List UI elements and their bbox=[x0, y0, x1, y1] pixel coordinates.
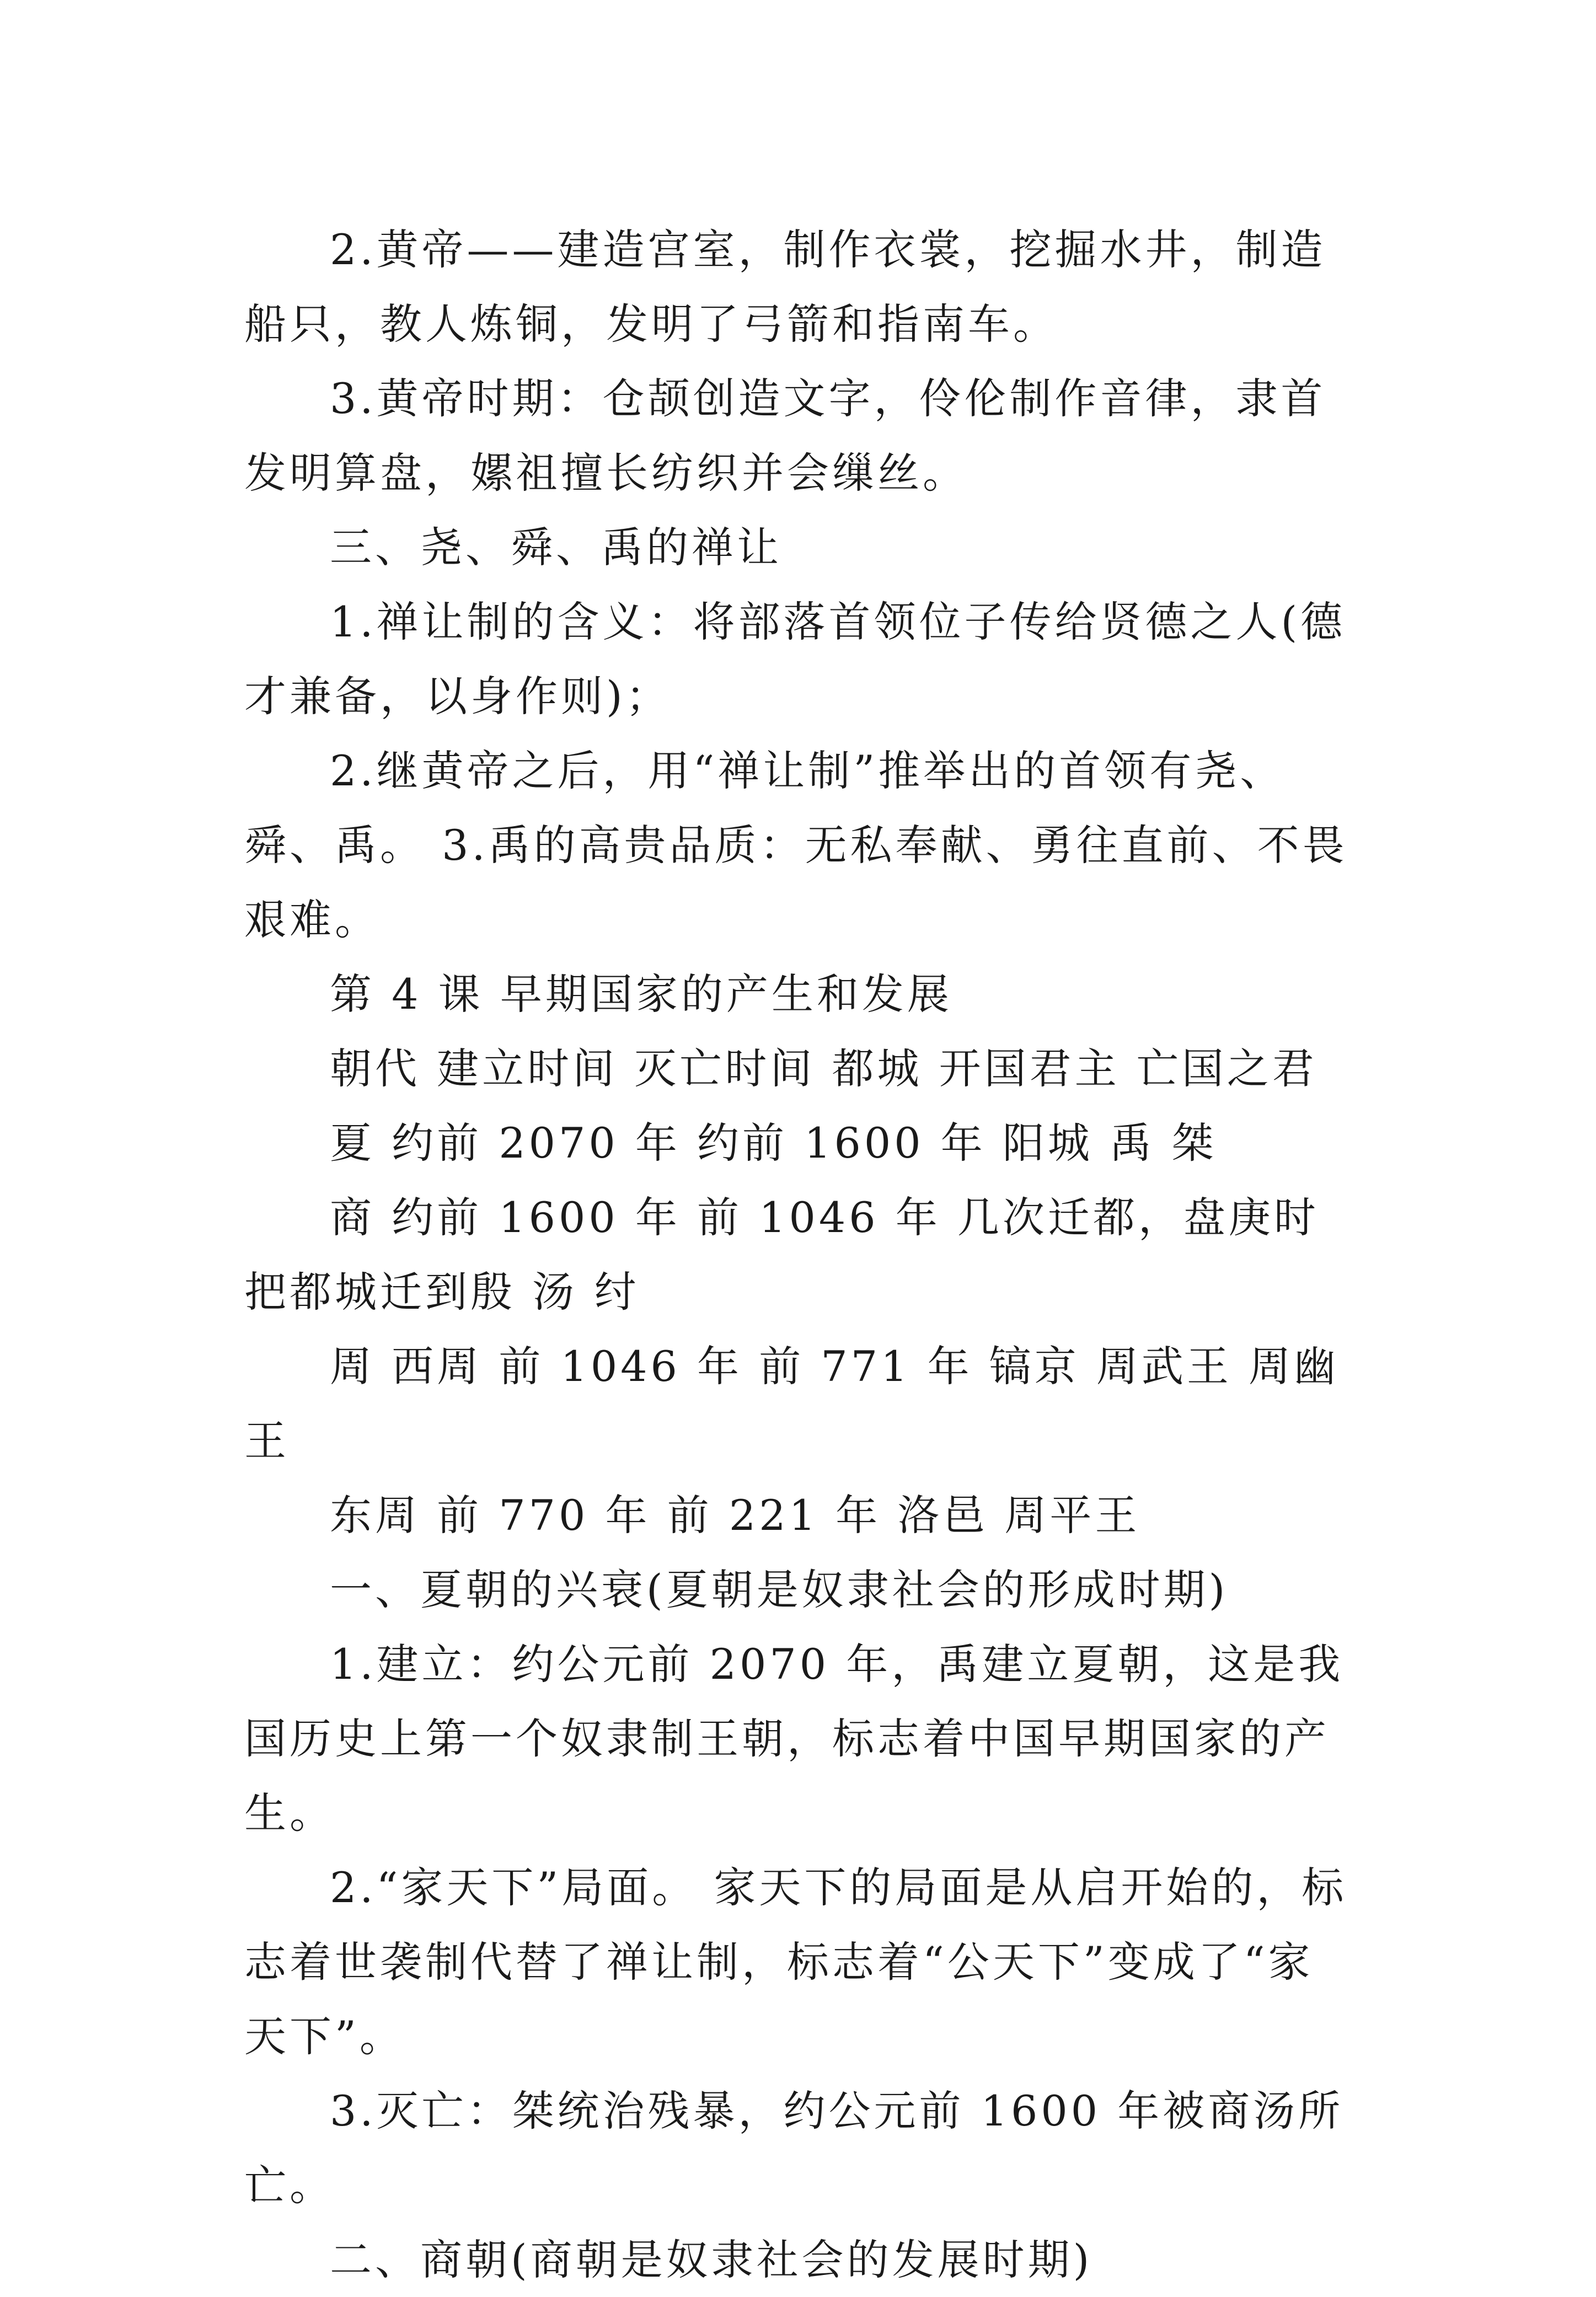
dynasty-table-header: 朝代 建立时间 灭亡时间 都城 开国君主 亡国之君 bbox=[330, 1044, 1317, 1093]
paragraph-abdication-leaders: 2.继黄帝之后，用“禅让制”推举出的首领有尧、舜、禹。 3.禹的高贵品质：无私奉献、勇往直前、不畏艰难。 bbox=[244, 746, 1348, 944]
section-heading-shang: 二、商朝(商朝是奴隶社会的发展时期) bbox=[330, 2235, 1093, 2284]
paragraph-family-rule: 2.“家天下”局面。 家天下的局面是从启开始的，标志着世袭制代替了禅让制，标志着“公天下”变成了“家天下”。 bbox=[244, 1863, 1347, 2061]
dynasty-row-xia: 夏 约前 2070 年 约前 1600 年 阳城 禹 桀 bbox=[330, 1118, 1217, 1168]
paragraph-huangdi-inventions: 2.黄帝——建造宫室，制作衣裳，挖掘水井，制造船只，教人炼铜，发明了弓箭和指南车。 bbox=[244, 225, 1326, 349]
section-heading-xia: 一、夏朝的兴衰(夏朝是奴隶社会的形成时期) bbox=[330, 1565, 1229, 1614]
paragraph-xia-fall: 3.灭亡：桀统治残暴，约公元前 1600 年被商汤所亡。 bbox=[244, 2086, 1344, 2210]
paragraph-abdication-meaning: 1.禅让制的含义：将部落首领位子传给贤德之人(德才兼备，以身作则)； bbox=[244, 597, 1346, 721]
lesson-title: 第 4 课 早期国家的产生和发展 bbox=[330, 970, 952, 1019]
dynasty-row-eastern-zhou: 东周 前 770 年 前 221 年 洛邑 周平王 bbox=[330, 1491, 1140, 1540]
document-body bbox=[244, 212, 1353, 2297]
dynasty-row-western-zhou: 周 西周 前 1046 年 前 771 年 镐京 周武王 周幽王 bbox=[244, 1342, 1340, 1465]
section-heading-abdication: 三、尧、舜、禹的禅让 bbox=[330, 523, 782, 572]
paragraph-xia-founding: 1.建立：约公元前 2070 年，禹建立夏朝，这是我国历史上第一个奴隶制王朝，标志着中国早期国家的产生。 bbox=[244, 1640, 1344, 1838]
dynasty-row-shang: 商 约前 1600 年 前 1046 年 几次迁都，盘庚时把都城迁到殷 汤 纣 bbox=[244, 1193, 1319, 1316]
paragraph-huangdi-period: 3.黄帝时期：仓颉创造文字，伶伦制作音律，隶首发明算盘，嫘祖擅长纺织并会缫丝。 bbox=[244, 374, 1326, 497]
